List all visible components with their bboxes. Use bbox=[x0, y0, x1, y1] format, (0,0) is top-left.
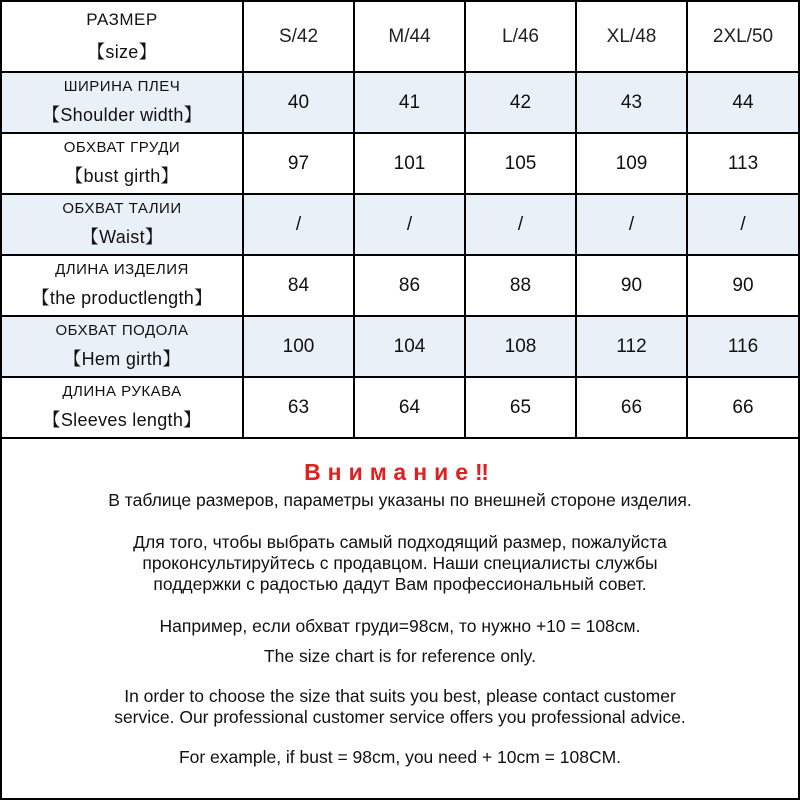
table-cell: 109 bbox=[576, 133, 687, 194]
ru-advice-line: проконсультируйтесь с продавцом. Наши специалисты службы bbox=[142, 553, 658, 573]
table-cell: / bbox=[354, 194, 465, 255]
ru-advice-paragraph bbox=[0, 532, 800, 595]
row-label-en: 【 Waist 】 bbox=[2, 223, 242, 249]
row-label-en: 【 Hem girth 】 bbox=[2, 345, 242, 371]
size-header: S/42 bbox=[243, 2, 354, 72]
table-cell: / bbox=[243, 194, 354, 255]
table-row-waist bbox=[2, 194, 798, 255]
table-cell: 101 bbox=[354, 133, 465, 194]
size-header: 2XL/50 bbox=[687, 2, 798, 72]
ru-example-line: Например, если обхват груди=98см, то нужно +10 = 108см. bbox=[159, 616, 641, 636]
row-label-cell bbox=[2, 377, 243, 438]
row-label-en: 【 the productlength 】 bbox=[2, 284, 242, 310]
attention-heading: Внимание‼ bbox=[304, 459, 496, 485]
en-reference-line: The size chart is for reference only. bbox=[263, 646, 536, 666]
ru-advice-line: Для того, чтобы выбрать самый подходящий размер, пожалуйста bbox=[133, 532, 667, 552]
table-cell: 63 bbox=[243, 377, 354, 438]
table-cell: 44 bbox=[687, 72, 798, 133]
row-label-ru: ДЛИНА РУКАВА bbox=[62, 383, 182, 400]
table-cell: 40 bbox=[243, 72, 354, 133]
en-advice-line: In order to choose the size that suits you best, please contact customer bbox=[124, 686, 676, 706]
table-cell: 112 bbox=[576, 316, 687, 377]
table-cell: 64 bbox=[354, 377, 465, 438]
table-row-hem-girth bbox=[2, 316, 798, 377]
row-label-ru: ОБХВАТ ГРУДИ bbox=[63, 139, 181, 156]
header-label-ru: РАЗМЕР bbox=[86, 9, 158, 29]
size-header: L/46 bbox=[465, 2, 576, 72]
table-cell: 90 bbox=[687, 255, 798, 316]
table-cell: 66 bbox=[687, 377, 798, 438]
en-example-line: For example, if bust = 98cm, you need + 10cm = 108CM. bbox=[178, 747, 622, 767]
table-cell: 113 bbox=[687, 133, 798, 194]
row-label-en: 【 Sleeves length 】 bbox=[2, 406, 242, 432]
table-cell: / bbox=[465, 194, 576, 255]
table-cell: / bbox=[576, 194, 687, 255]
table-cell: 116 bbox=[687, 316, 798, 377]
table-cell: 43 bbox=[576, 72, 687, 133]
row-label-ru: ОБХВАТ ТАЛИИ bbox=[62, 200, 182, 217]
row-label-cell bbox=[2, 255, 243, 316]
header-label-en: 【 size 】 bbox=[2, 38, 242, 64]
notes-section bbox=[0, 450, 800, 768]
size-header: M/44 bbox=[354, 2, 465, 72]
table-cell: 84 bbox=[243, 255, 354, 316]
row-label-cell bbox=[2, 194, 243, 255]
table-row-product-length bbox=[2, 255, 798, 316]
row-label-en: 【 bust girth 】 bbox=[2, 162, 242, 188]
en-advice-paragraph bbox=[0, 686, 800, 728]
header-row bbox=[2, 2, 798, 72]
row-label-ru: ДЛИНА ИЗДЕЛИЯ bbox=[55, 261, 189, 278]
en-advice-line: service. Our professional customer service offers you professional advice. bbox=[114, 707, 686, 727]
header-label-cell bbox=[2, 2, 243, 72]
size-header: XL/48 bbox=[576, 2, 687, 72]
table-row-shoulder-width bbox=[2, 72, 798, 133]
row-label-cell bbox=[2, 316, 243, 377]
table-cell: 65 bbox=[465, 377, 576, 438]
table-row-sleeves-length bbox=[2, 377, 798, 438]
table-cell: 90 bbox=[576, 255, 687, 316]
ru-note-line: В таблице размеров, параметры указаны по внешней стороне изделия. bbox=[108, 490, 692, 510]
table-cell: 66 bbox=[576, 377, 687, 438]
table-cell: 97 bbox=[243, 133, 354, 194]
table-cell: 105 bbox=[465, 133, 576, 194]
table-cell: / bbox=[687, 194, 798, 255]
table-cell: 100 bbox=[243, 316, 354, 377]
size-table bbox=[2, 2, 798, 439]
row-label-cell bbox=[2, 133, 243, 194]
ru-advice-line: поддержки с радостью дадут Вам профессиональный совет. bbox=[153, 574, 647, 594]
table-cell: 104 bbox=[354, 316, 465, 377]
row-label-en: 【 Shoulder width 】 bbox=[2, 101, 242, 127]
table-cell: 88 bbox=[465, 255, 576, 316]
table-cell: 108 bbox=[465, 316, 576, 377]
table-row-bust-girth bbox=[2, 133, 798, 194]
table-cell: 41 bbox=[354, 72, 465, 133]
table-cell: 86 bbox=[354, 255, 465, 316]
table-cell: 42 bbox=[465, 72, 576, 133]
row-label-ru: ОБХВАТ ПОДОЛА bbox=[55, 322, 189, 339]
row-label-cell bbox=[2, 72, 243, 133]
row-label-ru: ШИРИНА ПЛЕЧ bbox=[63, 78, 181, 95]
